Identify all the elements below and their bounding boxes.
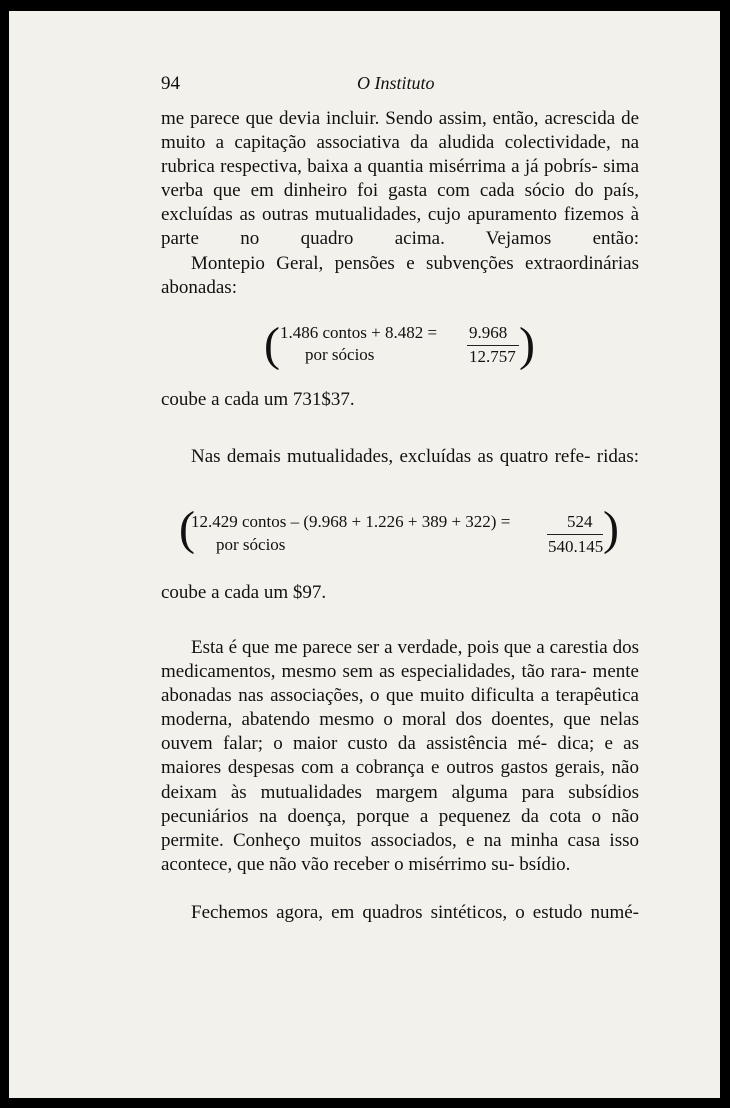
formula-2-numerator-value: 524	[567, 512, 593, 531]
paragraph-3: Nas demais mutualidades, excluídas as quatro refe- ridas:	[191, 446, 639, 467]
formula-2-denominator-text: por sócios	[216, 535, 286, 554]
formula-2-result: coube a cada um $97.	[161, 582, 327, 603]
formula-2-denominator-value: 540.145	[548, 537, 604, 556]
formula-1-right-paren: )	[519, 318, 535, 371]
formula-2-fraction-bar	[547, 534, 603, 535]
paragraph-5: Fechemos agora, em quadros sintéticos, o estudo numé-	[191, 902, 639, 923]
formula-1-denominator-value: 12.757	[469, 347, 516, 366]
book-page	[9, 11, 720, 1098]
page-header	[161, 73, 605, 103]
page-number: 94	[161, 73, 180, 94]
formula-1-denominator-text: por sócios	[305, 345, 375, 364]
formula-2-left-paren: (	[179, 502, 195, 555]
formula-1-fraction-bar	[467, 345, 519, 346]
formula-1-result: coube a cada um 731$37.	[161, 389, 355, 410]
formula-1-numerator-text: 1.486 contos + 8.482 =	[280, 323, 438, 342]
paragraph-4: Esta é que me parece ser a verdade, pois que a carestia dos medicamentos, mesmo sem as especialidades, tão rara- mente abonadas nas associações, o que muito dificulta a terapêutica moderna, abatendo mesmo o moral dos doentes, que nelas ouvem falar; o maior custo da assistência mé- dica; e as maiores despesas com a cobrança e outros gastos gerais, não deixam às mutualidades margem alguma para subsídios pecuniários na doença, porque a pequenez da cota o não permite. Conheço muitos associados, e na minha casa isso acontece, que não vão receber o misérrimo su- bsídio.	[161, 637, 639, 875]
formula-2-numerator-text: 12.429 contos – (9.968 + 1.226 + 389 + 322) =	[191, 512, 511, 531]
formula-1-left-paren: (	[264, 318, 280, 371]
formula-2-right-paren: )	[603, 502, 619, 555]
paragraph-1: me parece que devia incluir. Sendo assim, então, acrescida de muito a capitação associativa da aludida colectividade, na rubrica respectiva, baixa a quantia misérrima a já pobrís- sima verba que em dinheiro foi gasta com cada sócio do país, excluídas as outras mutualidades, cujo apuramento fizemos à parte no quadro acima. Vejamos então:	[161, 108, 639, 250]
running-title: O Instituto	[357, 73, 435, 93]
paragraph-2: Montepio Geral, pensões e subvenções extraordinárias abonadas:	[161, 253, 639, 299]
formula-1-numerator-value: 9.968	[469, 323, 508, 342]
